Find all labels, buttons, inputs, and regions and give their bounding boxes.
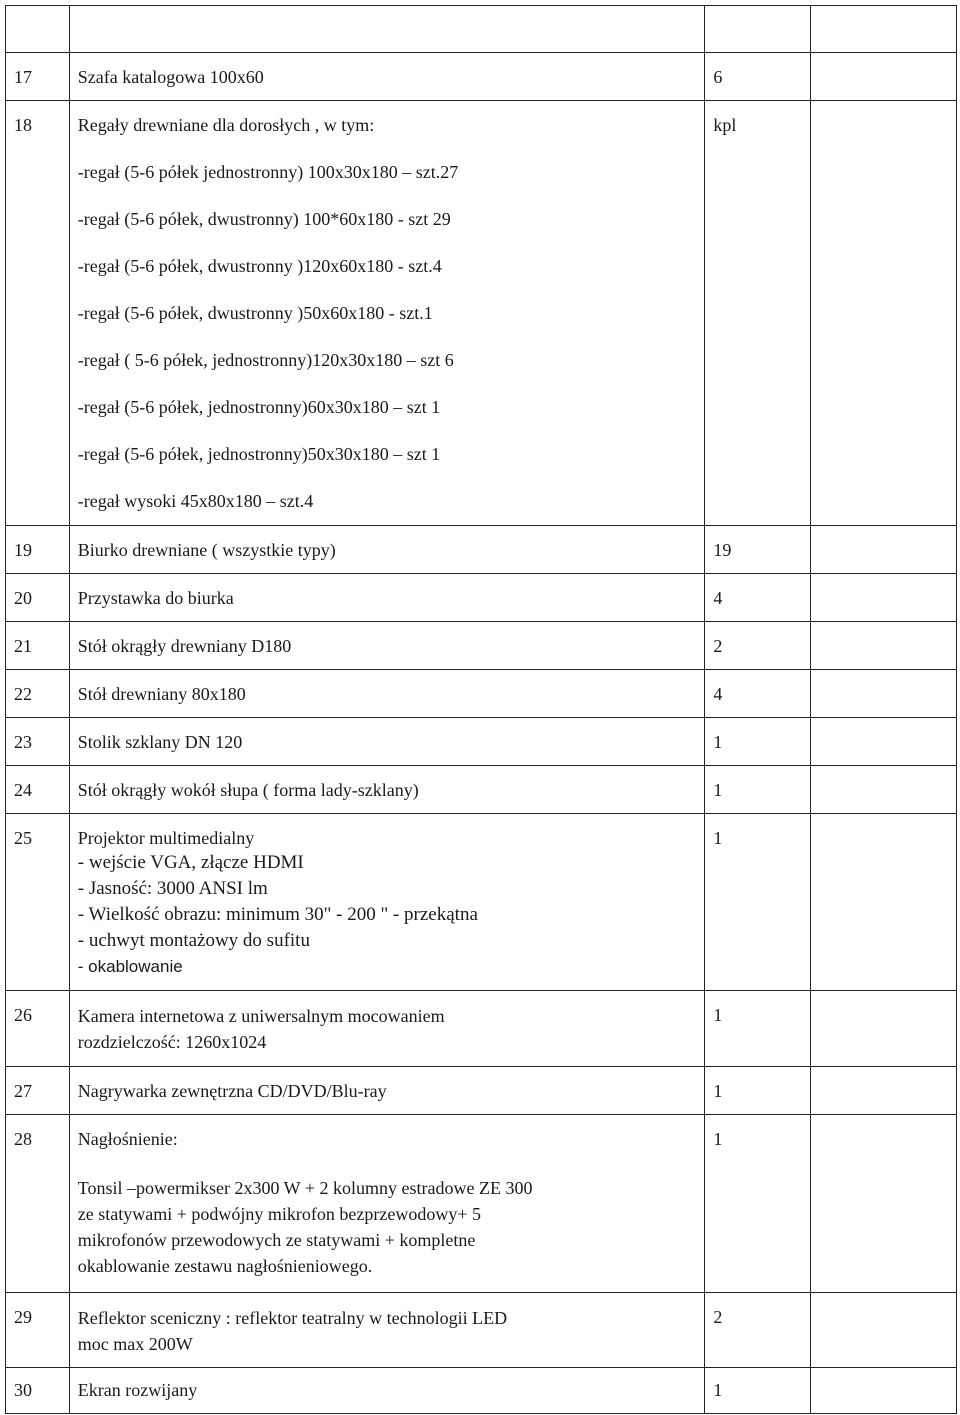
cell-qty: 1	[705, 991, 957, 1067]
cell-name	[69, 991, 705, 1067]
cell-nr: 19	[6, 526, 70, 574]
cell-name	[69, 101, 705, 526]
cell-nr: 21	[6, 622, 70, 670]
table-row-19	[6, 526, 957, 574]
cell-qty: 1	[705, 1115, 957, 1293]
spec-line: - uchwyt montażowy do sufitu	[77, 930, 310, 951]
sub-item: -regał wysoki 45x80x180 – szt.4	[77, 491, 314, 511]
table-row-24	[6, 766, 957, 814]
cell-qty: kpl	[705, 101, 957, 526]
cell-nr: 20	[6, 574, 70, 622]
cell-nr: 26	[6, 991, 70, 1067]
spec-line: okablowanie zestawu nagłośnieniowego.	[77, 1256, 373, 1276]
spec-line: moc max 200W	[77, 1334, 193, 1354]
cell-name: Szafa katalogowa 100x60	[69, 53, 705, 101]
spec-line: rozdzielczość: 1260x1024	[77, 1032, 267, 1052]
cell-name: Stół drewniany 80x180	[69, 670, 705, 718]
sub-item: -regał ( 5-6 półek, jednostronny)120x30x180 – szt 6	[77, 350, 454, 370]
table-row-23	[6, 718, 957, 766]
table-row-26	[6, 991, 957, 1067]
item-title: Kamera internetowa z uniwersalnym mocowaniem	[77, 1006, 445, 1026]
table-row-header	[6, 6, 957, 53]
spec-line: - Jasność: 3000 ANSI lm	[77, 878, 268, 899]
sub-item: -regał (5-6 półek, jednostronny)50x30x180 – szt 1	[77, 444, 441, 464]
cell-name: Ekran rozwijany	[69, 1368, 705, 1414]
cell-qty: 19	[705, 526, 957, 574]
cell-nr: 22	[6, 670, 70, 718]
cell-name: Stół okrągły wokół słupa ( forma lady-szklany)	[69, 766, 705, 814]
cell-qty: 2	[705, 1293, 957, 1368]
table-row-21	[6, 622, 957, 670]
spec-line: - Wielkość obrazu: minimum 30" - 200 " - przekątna	[77, 904, 478, 925]
table-row-30	[6, 1368, 957, 1414]
cell-qty: 1	[705, 718, 957, 766]
item-title: Nagłośnienie:	[77, 1129, 178, 1149]
cell-qty: 1	[705, 1368, 957, 1414]
cell-nr: 29	[6, 1293, 70, 1368]
item-title: Regały drewniane dla dorosłych , w tym:	[77, 115, 375, 135]
cell-qty: 2	[705, 622, 957, 670]
spec-line: mikrofonów przewodowych ze statywami + kompletne	[77, 1230, 476, 1250]
table-row-20	[6, 574, 957, 622]
cell-name	[69, 1293, 705, 1368]
table-row-22	[6, 670, 957, 718]
cell-nr: 25	[6, 814, 70, 991]
cell-nr: 23	[6, 718, 70, 766]
cell-nr: 17	[6, 53, 70, 101]
cell-qty: 1	[705, 1067, 957, 1115]
item-title: Projektor multimedialny	[77, 828, 255, 848]
spec-line: - okablowanie	[77, 957, 183, 976]
table-row-28	[6, 1115, 957, 1293]
cell-nr: 27	[6, 1067, 70, 1115]
table-row-25	[6, 814, 957, 991]
cell-name: Biurko drewniane ( wszystkie typy)	[69, 526, 705, 574]
cell-nr: 24	[6, 766, 70, 814]
cell-name: Stolik szklany DN 120	[69, 718, 705, 766]
inventory-table	[5, 5, 957, 1414]
table-row-27	[6, 1067, 957, 1115]
cell-nr: 18	[6, 101, 70, 526]
sub-item: -regał (5-6 półek, jednostronny)60x30x180 – szt 1	[77, 397, 441, 417]
cell-name: Stół okrągły drewniany D180	[69, 622, 705, 670]
cell-qty: 4	[705, 574, 957, 622]
cell-name	[69, 6, 705, 53]
cell-name	[69, 814, 705, 991]
cell-nr	[6, 6, 70, 53]
cell-name	[69, 1115, 705, 1293]
cell-nr: 30	[6, 1368, 70, 1414]
cell-name: Nagrywarka zewnętrzna CD/DVD/Blu-ray	[69, 1067, 705, 1115]
cell-qty: 6	[705, 53, 957, 101]
spec-line: - wejście VGA, złącze HDMI	[77, 852, 304, 873]
sub-item: -regał (5-6 półek, dwustronny )120x60x180 - szt.4	[77, 256, 442, 276]
sub-item: -regał (5-6 półek, dwustronny )50x60x180 - szt.1	[77, 303, 433, 323]
cell-nr: 28	[6, 1115, 70, 1293]
table-row-17	[6, 53, 957, 101]
cell-qty	[705, 6, 957, 53]
item-title: Reflektor sceniczny : reflektor teatralny w technologii LED	[77, 1308, 508, 1328]
spec-line: Tonsil –powermikser 2x300 W + 2 kolumny estradowe ZE 300	[77, 1178, 533, 1198]
table-row-29	[6, 1293, 957, 1368]
sub-item: -regał (5-6 półek jednostronny) 100x30x180 – szt.27	[77, 162, 459, 182]
sub-item: -regał (5-6 półek, dwustronny) 100*60x180 - szt 29	[77, 209, 451, 229]
cell-qty: 1	[705, 766, 957, 814]
cell-name: Przystawka do biurka	[69, 574, 705, 622]
spec-line: ze statywami + podwójny mikrofon bezprzewodowy+ 5	[77, 1204, 481, 1224]
cell-qty: 4	[705, 670, 957, 718]
table-row-18	[6, 101, 957, 526]
cell-qty: 1	[705, 814, 957, 991]
